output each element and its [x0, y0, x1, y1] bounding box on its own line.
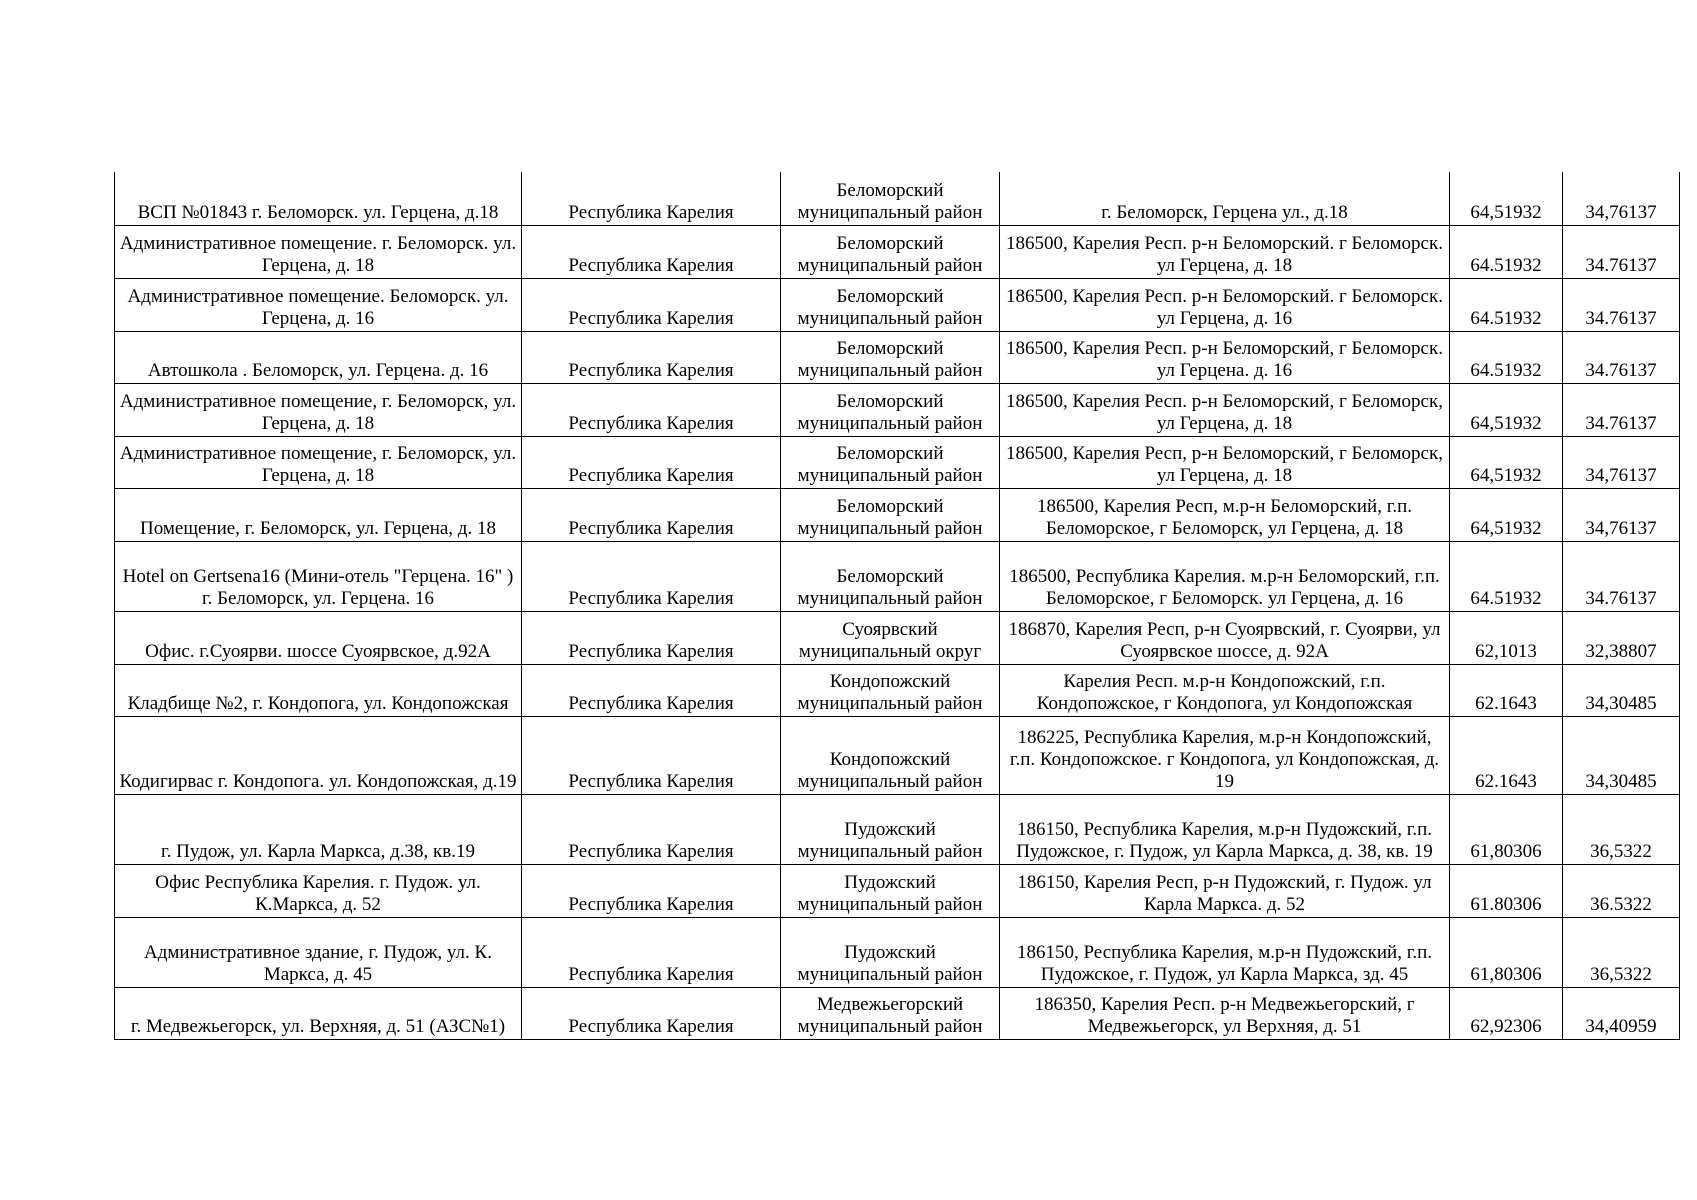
latitude-cell: 61,80306 [1450, 794, 1563, 864]
location-name-cell: Hotel on Gertsena16 (Мини-отель "Герцена. 16" ) г. Беломорск, ул. Герцена. 16 [115, 541, 522, 611]
longitude-cell: 34,76137 [1563, 436, 1680, 488]
location-name-cell: Автошкола . Беломорск, ул. Герцена. д. 16 [115, 331, 522, 383]
longitude-cell: 34.76137 [1563, 331, 1680, 383]
location-name-cell: Помещение, г. Беломорск, ул. Герцена, д. 18 [115, 488, 522, 541]
table-row [115, 225, 1680, 278]
latitude-cell: 64,51932 [1450, 172, 1563, 225]
address-cell: 186225, Республика Карелия, м.р-н Кондопожский, г.п. Кондопожское. г Кондопога, ул Кондопожская, д. 19 [1000, 716, 1450, 794]
latitude-cell: 61,80306 [1450, 917, 1563, 987]
table-row [115, 864, 1680, 917]
region-cell: Республика Карелия [522, 278, 781, 331]
location-name-cell: Кодигирвас г. Кондопога. ул. Кондопожская, д.19 [115, 716, 522, 794]
region-cell: Республика Карелия [522, 172, 781, 225]
district-cell: Медвежьегорский муниципальный район [781, 987, 1000, 1039]
location-name-cell: Административное помещение, г. Беломорск, ул. Герцена, д. 18 [115, 383, 522, 436]
region-cell: Республика Карелия [522, 383, 781, 436]
region-cell: Республика Карелия [522, 436, 781, 488]
longitude-cell: 34,76137 [1563, 488, 1680, 541]
longitude-cell: 34,40959 [1563, 987, 1680, 1039]
district-cell: Пудожский муниципальный район [781, 794, 1000, 864]
location-name-cell: г. Пудож, ул. Карла Маркса, д.38, кв.19 [115, 794, 522, 864]
region-cell: Республика Карелия [522, 488, 781, 541]
longitude-cell: 34,30485 [1563, 716, 1680, 794]
location-name-cell: ВСП №01843 г. Беломорск. ул. Герцена, д.18 [115, 172, 522, 225]
latitude-cell: 64,51932 [1450, 383, 1563, 436]
latitude-cell: 62,1013 [1450, 611, 1563, 664]
table-row [115, 541, 1680, 611]
address-cell: 186500, Карелия Респ, р-н Беломорский, г Беломорск, ул Герцена, д. 18 [1000, 436, 1450, 488]
address-cell: 186870, Карелия Респ, р-н Суоярвский, г. Суоярви, ул Суоярвское шоссе, д. 92А [1000, 611, 1450, 664]
district-cell: Беломорский муниципальный район [781, 383, 1000, 436]
address-cell: 186150, Республика Карелия, м.р-н Пудожский, г.п. Пудожское, г. Пудож, ул Карла Маркса, зд. 45 [1000, 917, 1450, 987]
location-name-cell: Административное помещение. г. Беломорск. ул. Герцена, д. 18 [115, 225, 522, 278]
address-cell: 186500, Карелия Респ. р-н Беломорский. г Беломорск. ул Герцена, д. 16 [1000, 278, 1450, 331]
table-row [115, 611, 1680, 664]
location-name-cell: Административное здание, г. Пудож, ул. К. Маркса, д. 45 [115, 917, 522, 987]
latitude-cell: 64.51932 [1450, 278, 1563, 331]
longitude-cell: 34,30485 [1563, 664, 1680, 716]
location-name-cell: Административное помещение. Беломорск. ул. Герцена, д. 16 [115, 278, 522, 331]
longitude-cell: 34,76137 [1563, 172, 1680, 225]
latitude-cell: 61.80306 [1450, 864, 1563, 917]
latitude-cell: 64.51932 [1450, 331, 1563, 383]
latitude-cell: 64.51932 [1450, 541, 1563, 611]
location-name-cell: Офис. г.Суоярви. шоссе Суоярвское, д.92А [115, 611, 522, 664]
address-table [114, 172, 1680, 1040]
table-row [115, 383, 1680, 436]
table-body [115, 172, 1680, 1039]
latitude-cell: 64,51932 [1450, 436, 1563, 488]
table-row [115, 664, 1680, 716]
district-cell: Суоярвский муниципальный округ [781, 611, 1000, 664]
address-cell: 186500, Карелия Респ. р-н Беломорский, г Беломорск. ул Герцена. д. 16 [1000, 331, 1450, 383]
district-cell: Беломорский муниципальный район [781, 278, 1000, 331]
district-cell: Беломорский муниципальный район [781, 488, 1000, 541]
region-cell: Республика Карелия [522, 541, 781, 611]
address-cell: 186500, Карелия Респ. р-н Беломорский, г Беломорск, ул Герцена, д. 18 [1000, 383, 1450, 436]
region-cell: Республика Карелия [522, 331, 781, 383]
address-cell: 186150, Карелия Респ, р-н Пудожский, г. Пудож. ул Карла Маркса. д. 52 [1000, 864, 1450, 917]
region-cell: Республика Карелия [522, 917, 781, 987]
latitude-cell: 62,92306 [1450, 987, 1563, 1039]
table-row [115, 716, 1680, 794]
address-cell: 186150, Республика Карелия, м.р-н Пудожский, г.п. Пудожское, г. Пудож, ул Карла Маркса, д. 38, кв. 19 [1000, 794, 1450, 864]
address-cell: г. Беломорск, Герцена ул., д.18 [1000, 172, 1450, 225]
location-name-cell: г. Медвежьегорск, ул. Верхняя, д. 51 (АЗС№1) [115, 987, 522, 1039]
district-cell: Беломорский муниципальный район [781, 436, 1000, 488]
latitude-cell: 64,51932 [1450, 488, 1563, 541]
table-row [115, 987, 1680, 1039]
district-cell: Беломорский муниципальный район [781, 541, 1000, 611]
district-cell: Беломорский муниципальный район [781, 225, 1000, 278]
location-name-cell: Административное помещение, г. Беломорск, ул. Герцена, д. 18 [115, 436, 522, 488]
table-row [115, 331, 1680, 383]
address-cell: 186350, Карелия Респ. р-н Медвежьегорский, г Медвежьегорск, ул Верхняя, д. 51 [1000, 987, 1450, 1039]
longitude-cell: 36,5322 [1563, 794, 1680, 864]
region-cell: Республика Карелия [522, 987, 781, 1039]
location-name-cell: Кладбище №2, г. Кондопога, ул. Кондопожская [115, 664, 522, 716]
address-cell: 186500, Республика Карелия. м.р-н Беломорский, г.п. Беломорское, г Беломорск. ул Герцена, д. 16 [1000, 541, 1450, 611]
district-cell: Кондопожский муниципальный район [781, 716, 1000, 794]
table-row [115, 794, 1680, 864]
district-cell: Пудожский муниципальный район [781, 864, 1000, 917]
region-cell: Республика Карелия [522, 864, 781, 917]
longitude-cell: 36.5322 [1563, 864, 1680, 917]
district-cell: Беломорский муниципальный район [781, 331, 1000, 383]
longitude-cell: 32,38807 [1563, 611, 1680, 664]
latitude-cell: 64.51932 [1450, 225, 1563, 278]
address-cell: 186500, Карелия Респ. р-н Беломорский. г Беломорск. ул Герцена, д. 18 [1000, 225, 1450, 278]
table-row [115, 172, 1680, 225]
district-cell: Кондопожский муниципальный район [781, 664, 1000, 716]
district-cell: Пудожский муниципальный район [781, 917, 1000, 987]
longitude-cell: 34.76137 [1563, 225, 1680, 278]
district-cell: Беломорский муниципальный район [781, 172, 1000, 225]
region-cell: Республика Карелия [522, 794, 781, 864]
region-cell: Республика Карелия [522, 716, 781, 794]
region-cell: Республика Карелия [522, 611, 781, 664]
latitude-cell: 62.1643 [1450, 716, 1563, 794]
latitude-cell: 62.1643 [1450, 664, 1563, 716]
table-row [115, 488, 1680, 541]
longitude-cell: 36,5322 [1563, 917, 1680, 987]
address-cell: Карелия Респ. м.р-н Кондопожский, г.п. Кондопожское, г Кондопога, ул Кондопожская [1000, 664, 1450, 716]
location-name-cell: Офис Республика Карелия. г. Пудож. ул. К.Маркса, д. 52 [115, 864, 522, 917]
longitude-cell: 34.76137 [1563, 278, 1680, 331]
address-cell: 186500, Карелия Респ, м.р-н Беломорский, г.п. Беломорское, г Беломорск, ул Герцена, д. 18 [1000, 488, 1450, 541]
longitude-cell: 34.76137 [1563, 541, 1680, 611]
table-row [115, 436, 1680, 488]
region-cell: Республика Карелия [522, 664, 781, 716]
longitude-cell: 34.76137 [1563, 383, 1680, 436]
table-row [115, 278, 1680, 331]
region-cell: Республика Карелия [522, 225, 781, 278]
table-row [115, 917, 1680, 987]
